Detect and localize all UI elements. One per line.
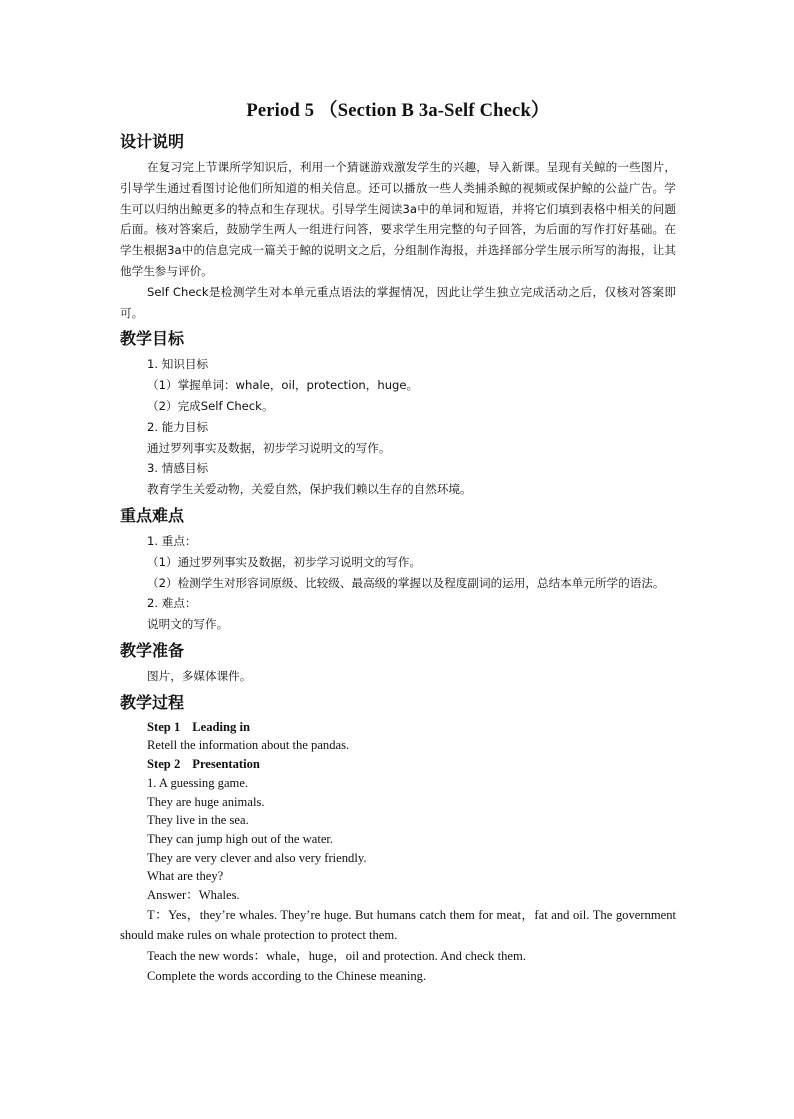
keys-line: 1. 重点： [147, 533, 197, 548]
process-line: Answer：Whales. [147, 888, 240, 903]
step-1-text: Retell the information about the pandas. [147, 738, 350, 753]
process-line: They are very clever and also very friendly. [147, 850, 367, 865]
step-2-number: Step 2 [147, 757, 181, 772]
keys-heading: 重点难点 [120, 505, 185, 525]
step-1-name: Leading in [192, 719, 250, 734]
process-line: They are huge animals. [147, 794, 265, 809]
process-heading: 教学过程 [120, 692, 185, 712]
process-line: They can jump high out of the water. [147, 831, 334, 846]
design-paragraph-2: Self Check是检测学生对本单元重点语法的掌握情况，因此让学生独立完成活动之后，仅核对答案即可。 [120, 284, 676, 320]
teach-new-words: Teach the new words：whale，huge，oil and protection. And check them. [147, 948, 526, 963]
goals-line: 教育学生关爱动物，关爱自然，保护我们赖以生存的自然环境。 [147, 482, 472, 497]
goals-line: 3. 情感目标 [147, 461, 209, 476]
step-1-heading [120, 718, 676, 737]
goals-line: （1）掌握单词：whale，oil，protection，huge。 [147, 378, 419, 393]
teacher-paragraph: T：Yes，they’re whales. They’re huge. But humans catch them for meat，fat and oil. The government should make rules on whale protection to protect them. [120, 907, 676, 943]
process-line: 1. A guessing game. [147, 775, 249, 790]
keys-line: （2）检测学生对形容词原级、比较级、最高级的掌握以及程度副词的运用，总结本单元所学的语法。 [147, 575, 665, 590]
prep-line: 图片，多媒体课件。 [147, 668, 252, 683]
keys-line: 2. 难点： [147, 596, 197, 611]
process-line: What are they? [147, 869, 224, 884]
step-2-heading [120, 755, 676, 774]
complete-words: Complete the words according to the Chinese meaning. [147, 969, 427, 984]
document-page [120, 96, 676, 987]
goals-line: 2. 能力目标 [147, 419, 209, 434]
step-2-name: Presentation [192, 757, 260, 772]
prep-heading: 教学准备 [120, 640, 185, 660]
goals-line: 1. 知识目标 [147, 357, 209, 372]
keys-line: 说明文的写作。 [147, 617, 229, 632]
step-1-number: Step 1 [147, 719, 181, 734]
goals-line: 通过罗列事实及数据，初步学习说明文的写作。 [147, 440, 391, 455]
design-paragraph-1: 在复习完上节课所学知识后，利用一个猜谜游戏激发学生的兴趣，导入新课。呈现有关鲸的一些图片，引导学生通过看图讨论他们所知道的相关信息。还可以播放一些人类捕杀鲸的视频或保护鲸的公益广告。学生可以归纳出鲸更多的特点和生存现状。引导学生阅读3a中的单词和短语，并将它们填到表格中相关的问题后面。核对答案后，鼓励学生两人一组进行问答，要求学生用完整的句子回答，为后面的写作打好基础。在学生根据3a中的信息完成一篇关于鲸的说明文之后，分组制作海报，并选择部分学生展示所写的海报，让其他学生参与评价。 [120, 160, 676, 278]
goals-line: （2）完成Self Check。 [147, 398, 274, 413]
keys-line: （1）通过罗列事实及数据，初步学习说明文的写作。 [147, 554, 422, 569]
design-heading: 设计说明 [120, 132, 185, 151]
goals-heading: 教学目标 [120, 329, 185, 349]
page-title: Period 5 （Section B 3a-Self Check） [246, 101, 550, 121]
process-line: They live in the sea. [147, 813, 249, 828]
